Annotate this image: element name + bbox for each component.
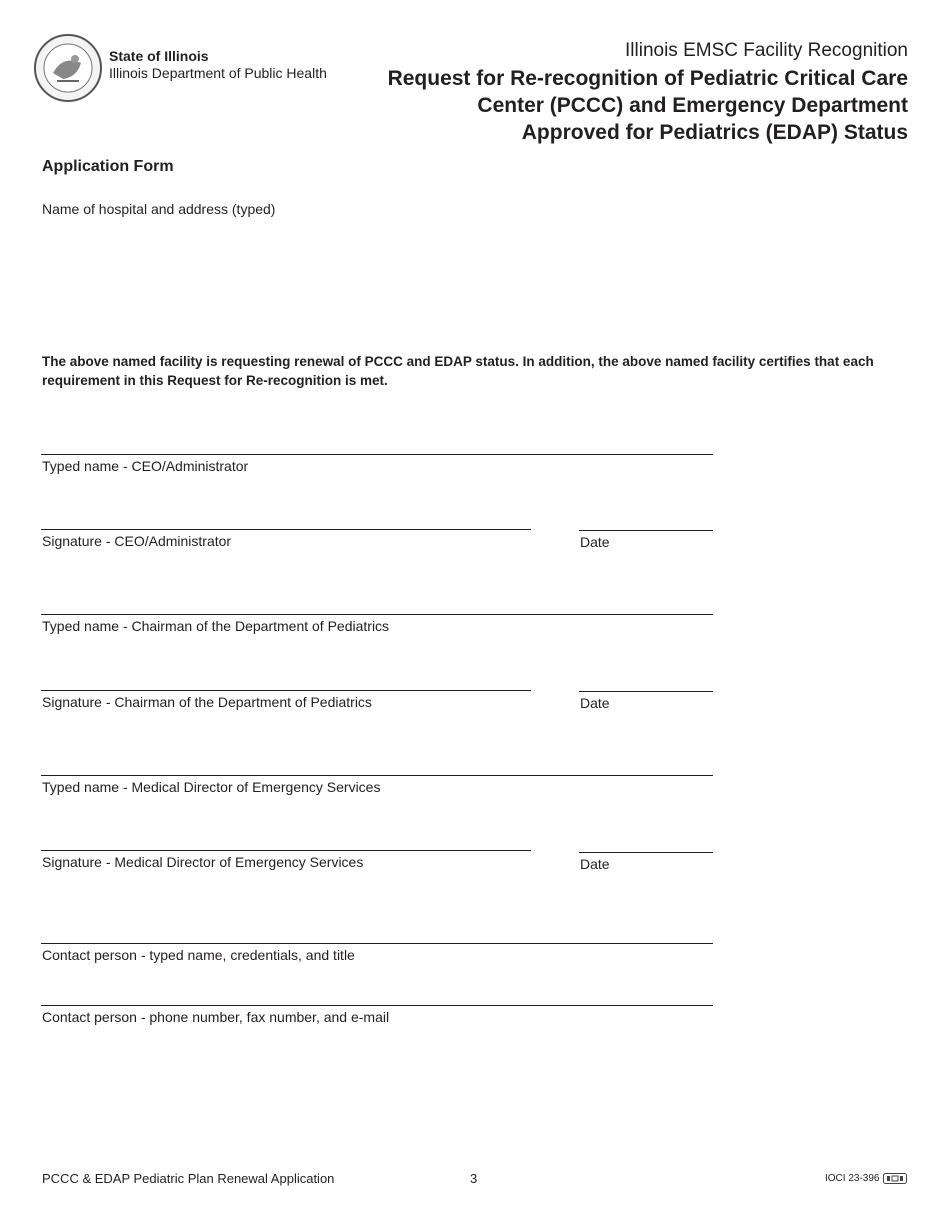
med-director-signature-line[interactable]: [41, 850, 531, 851]
document-title: [288, 65, 908, 146]
contact-name-line[interactable]: [41, 943, 713, 944]
med-director-typed-name-line[interactable]: [41, 775, 713, 776]
certification-statement: The above named facility is requesting renewal of PCCC and EDAP status. In addition, the above named facility certifies that each requirement in this Request for Re-recognition is met.: [42, 354, 874, 388]
ceo-signature-line[interactable]: [41, 529, 531, 530]
form-code: IOCI 23-396: [825, 1173, 880, 1184]
agency-department: Illinois Department of Public Health: [109, 65, 327, 81]
chair-date-line[interactable]: [579, 691, 713, 692]
union-bug-icon: [883, 1173, 907, 1184]
ceo-date-label: Date: [580, 534, 610, 550]
chair-typed-name-line[interactable]: [41, 614, 713, 615]
page-number: 3: [470, 1171, 478, 1186]
contact-phone-line[interactable]: [41, 1005, 713, 1006]
chair-signature-label: Signature - Chairman of the Department of Pediatrics: [42, 694, 372, 710]
document-subtitle: Illinois EMSC Facility Recognition: [625, 40, 908, 61]
med-director-date-line[interactable]: [579, 852, 713, 853]
chair-typed-name-label: Typed name - Chairman of the Department of Pediatrics: [42, 618, 390, 634]
ceo-typed-name-line[interactable]: [41, 454, 713, 455]
chair-signature-line[interactable]: [41, 690, 531, 691]
med-director-typed-name-label: Typed name - Medical Director of Emergency Services: [42, 779, 381, 795]
ceo-typed-name-label: Typed name - CEO/Administrator: [42, 458, 249, 474]
med-director-signature-label: Signature - Medical Director of Emergency Services: [42, 854, 364, 870]
ceo-signature-label: Signature - CEO/Administrator: [42, 533, 232, 549]
contact-name-label: Contact person - typed name, credentials, and title: [42, 947, 355, 963]
title-line: Center (PCCC) and Emergency Department: [477, 94, 908, 117]
chair-date-label: Date: [580, 695, 610, 711]
footer-document-name: PCCC & EDAP Pediatric Plan Renewal Application: [42, 1171, 335, 1186]
agency-state: State of Illinois: [109, 48, 209, 64]
illinois-state-seal-icon: [33, 33, 103, 103]
contact-phone-label: Contact person - phone number, fax number, and e-mail: [42, 1009, 390, 1025]
title-line: Request for Re-recognition of Pediatric Critical Care: [387, 67, 908, 90]
form-heading: Application Form: [42, 158, 174, 175]
title-line: Approved for Pediatrics (EDAP) Status: [521, 121, 908, 144]
med-director-date-label: Date: [580, 856, 610, 872]
hospital-name-label: Name of hospital and address (typed): [42, 201, 276, 217]
ceo-date-line[interactable]: [579, 530, 713, 531]
